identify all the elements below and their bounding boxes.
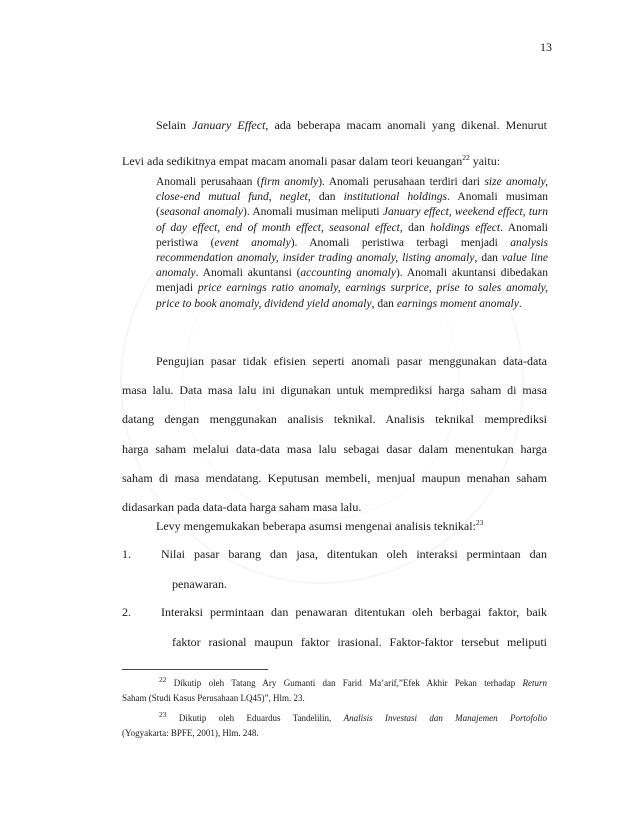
para2-line-4: harga saham melalui data-data masa lalu sebagai dasar dalam menentukan harga <box>122 441 547 456</box>
anomaly-text: ). Anomali akuntansi dibedakan menjadi <box>156 267 549 295</box>
anomaly-text: . Anomali akuntansi ( <box>195 267 301 280</box>
anomaly-text: . Anomali musiman ( <box>156 191 548 219</box>
footnote-22 <box>122 677 547 705</box>
intro-paragraph <box>122 118 547 168</box>
anomaly-term: institutional holdings <box>343 191 448 204</box>
footnote-23-line-1: $^{23}$ Dikutip oleh Eduardus Tandelilin, Analisis Investasi dan Manajemen Portofolio <box>159 710 548 723</box>
anomaly-text: , dan <box>371 297 397 310</box>
anomaly-text: Anomali perusahaan ( <box>156 176 261 188</box>
list-item <box>122 547 547 591</box>
para2-line-6: didasarkan pada data-data harga saham masa lalu. <box>122 500 362 515</box>
anomaly-term: earnings moment anomaly <box>396 297 519 310</box>
anomaly-text: ). Anomali peristiwa terbagi menjadi <box>290 236 511 249</box>
list-number: 2. <box>122 605 131 619</box>
footnote-22-line-1: $^{22}$ Dikutip oleh Tatang Ary Gumanti dan Farid Ma’arif,”Efek Akhir Pekan terhadap Return <box>159 675 547 688</box>
footnote-23-line-2: (Yogyakarta: BPFE, 2001), Hlm. 248. <box>122 728 259 738</box>
anomaly-term: value line anomaly <box>156 252 548 280</box>
anomaly-term: January effect, weekend effect, turn of day effect, end of month effect, seasonal effect <box>156 206 548 234</box>
anomaly-text: ). Anomali musiman meliputi <box>242 206 383 219</box>
footnote-22-line-2: Saham (Studi Kasus Perusahaan LQ45)”, Hlm. 23. <box>122 693 305 703</box>
footnote-ref-23: 23 <box>475 518 484 527</box>
list-item-2-line-2: faktor rasional maupun faktor irasional. Faktor-faktor tersebut meliputi <box>172 635 547 649</box>
anomaly-text: , dan <box>399 221 431 234</box>
anomaly-text: . Anomali peristiwa ( <box>156 221 549 249</box>
anomaly-term: event anomaly <box>214 236 291 249</box>
footnote-separator <box>122 669 268 670</box>
intro-line-2: Levi ada sedikitnya empat macam anomali pasar dalam teori keuangan$^{22}$ yaitu: <box>122 153 501 168</box>
page-number: 13 <box>540 40 552 54</box>
list-item <box>122 605 547 649</box>
anomaly-term: price earnings ratio anomaly, earnings surprice, prise to sales anomaly, price to book anomaly, dividend yield anomaly <box>156 282 548 310</box>
anomaly-term: firm anomly <box>260 176 319 188</box>
assumption-intro <box>122 519 547 533</box>
anomaly-term: seasonal anomaly <box>159 206 243 219</box>
technical-analysis-paragraph <box>122 347 547 522</box>
list-item-1-line-1: Nilai pasar barang dan jasa, ditentukan oleh interaksi permintaan dan <box>161 547 547 561</box>
anomaly-text: , dan <box>474 252 502 265</box>
footnote-23 <box>122 712 547 740</box>
anomaly-text: . <box>518 297 522 310</box>
para2-line-1: Pengujian pasar tidak efisien seperti anomali pasar menggunakan data-data <box>156 354 547 368</box>
intro-line-1: Selain January Effect, ada beberapa macam anomali yang dikenal. Menurut <box>156 118 547 132</box>
para2-line-5: saham di masa mendatang. Keputusan membeli, menjual maupun menahan saham <box>122 470 547 485</box>
footnote-ref-22: 22 <box>462 153 470 162</box>
anomaly-term: analysis recommendation anomaly, insider trading anomaly, listing anomaly <box>156 236 548 265</box>
list-number: 1. <box>122 547 131 561</box>
anomaly-term: size anomaly, close-end mutual fund, neglet <box>156 176 548 204</box>
para2-line-3: datang dengan menggunakan analisis teknikal. Analisis teknikal memprediksi <box>122 412 547 427</box>
anomaly-text: , dan <box>307 191 344 204</box>
anomaly-term: accounting anomaly <box>300 267 396 280</box>
anomaly-term: holdings effect <box>430 221 501 234</box>
anomaly-block <box>156 175 548 312</box>
list-item-2-line-1: Interaksi permintaan dan penawaran ditentukan oleh berbagai faktor, baik <box>161 605 547 619</box>
list-item-1-line-2: penawaran. <box>172 577 227 591</box>
assumption-intro-line: Levy mengemukakan beberapa asumsi mengenai analisis teknikal:$^{23}$ <box>156 518 484 533</box>
para2-line-2: masa lalu. Data masa lalu ini digunakan untuk memprediksi harga saham di masa <box>122 383 547 398</box>
anomaly-text: ). Anomali perusahaan terdiri dari <box>318 176 485 188</box>
